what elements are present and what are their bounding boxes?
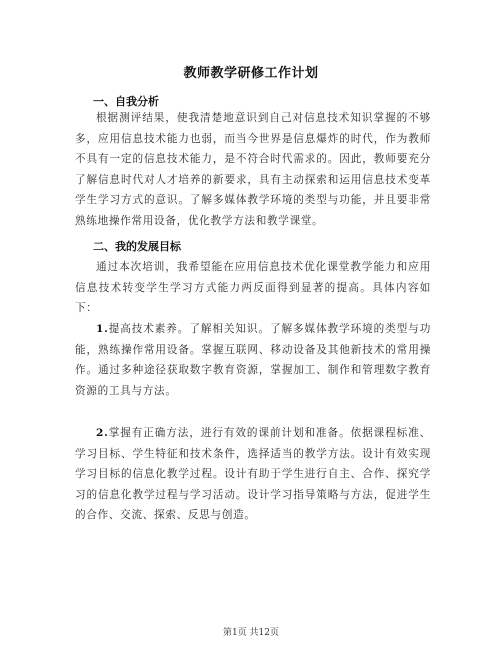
- page-number-footer: 第1页 共12页: [222, 628, 280, 638]
- goal-item-1-number: 1.: [96, 323, 109, 335]
- document-title: 教师教学研修工作计划: [183, 66, 319, 81]
- paragraph-goals-intro: 通过本次培训，我希望能在应用信息技术优化课堂教学能力和应用信息技术转变学生学习方式能力两反面得到显著的提高。具体内容如下：: [75, 261, 431, 315]
- section-heading-self-analysis: 一、自我分析: [93, 95, 159, 108]
- paragraph-goal-item-1: [75, 319, 431, 401]
- goal-item-2-text: 掌握有正确方法，进行有效的课前计划和准备。依据课程标准、学习目标、学生特征和技术条件，选择适当的教学方法。设计有效实现学习目标的信息化教学过程。设计有助于学生进行自主、合作、探究学习的信息化教学过程与学习活动。设计学习指导策略与方法，促进学生的合作、交流、探索、反思与创造。: [75, 427, 431, 522]
- goal-item-2-number: 2.: [96, 427, 109, 439]
- paragraph-goal-item-2: [75, 423, 431, 526]
- section-heading-development-goals: 二、我的发展目标: [93, 240, 181, 253]
- goal-item-1-text: 提高技术素养。了解相关知识。了解多媒体教学环境的类型与功能，熟练操作常用设备。掌握互联网、移动设备及其他新技术的常用操作。通过多种途径获取数字教育资源，掌握加工、制作和管理数字教育资源的工具与方法。: [75, 323, 431, 397]
- paragraph-self-analysis: 根据测评结果，使我清楚地意识到自己对信息技术知识掌握的不够多，应用信息技术能力也弱，而当今世界是信息爆炸的时代，作为教师不具有一定的信息技术能力，是不符合时代需求的。因此，教师要充分了解信息时代对人才培养的新要求，具有主动探索和运用信息技术变革学生学习方式的意识。了解多媒体教学环境的类型与功能，并且要非常熟练地操作常用设备，优化教学方法和教学课堂。: [75, 112, 431, 227]
